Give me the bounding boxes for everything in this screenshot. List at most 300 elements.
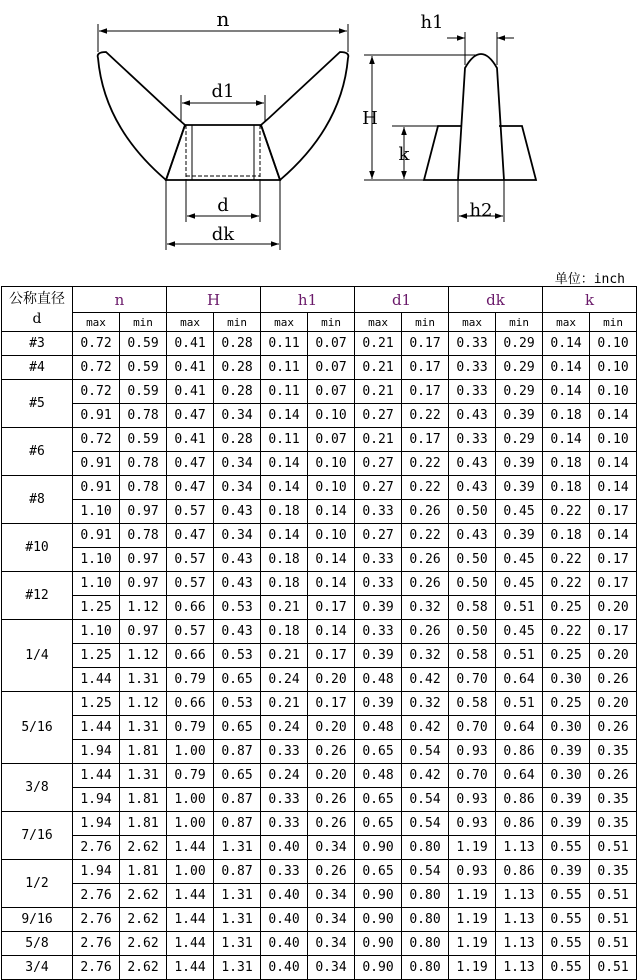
value-cell: 0.20 xyxy=(308,764,355,788)
value-cell: 0.93 xyxy=(449,788,496,812)
max-header: max xyxy=(543,313,590,332)
min-header: min xyxy=(402,313,449,332)
table-row xyxy=(2,476,637,500)
value-cell: 1.31 xyxy=(214,836,261,860)
value-cell: 0.50 xyxy=(449,500,496,524)
value-cell: 0.34 xyxy=(214,476,261,500)
value-cell: 0.41 xyxy=(167,380,214,404)
value-cell: 0.25 xyxy=(543,644,590,668)
value-cell: 0.10 xyxy=(308,452,355,476)
value-cell: 0.18 xyxy=(261,620,308,644)
value-cell: 1.00 xyxy=(167,860,214,884)
value-cell: 0.70 xyxy=(449,764,496,788)
value-cell: 0.33 xyxy=(261,740,308,764)
table-row xyxy=(2,956,637,980)
value-cell: 1.10 xyxy=(73,572,120,596)
value-cell: 0.26 xyxy=(590,764,637,788)
value-cell: 0.59 xyxy=(120,428,167,452)
value-cell: 0.28 xyxy=(214,428,261,452)
value-cell: 0.24 xyxy=(261,716,308,740)
value-cell: 0.42 xyxy=(402,764,449,788)
value-cell: 0.97 xyxy=(120,572,167,596)
value-cell: 0.90 xyxy=(355,956,402,980)
value-cell: 0.55 xyxy=(543,908,590,932)
value-cell: 0.90 xyxy=(355,836,402,860)
value-cell: 0.39 xyxy=(496,404,543,428)
value-cell: 1.81 xyxy=(120,860,167,884)
value-cell: 0.51 xyxy=(590,932,637,956)
value-cell: 0.51 xyxy=(496,644,543,668)
value-cell: 1.25 xyxy=(73,644,120,668)
value-cell: 0.10 xyxy=(590,356,637,380)
value-cell: 0.80 xyxy=(402,932,449,956)
value-cell: 0.20 xyxy=(590,692,637,716)
nominal-diameter-header xyxy=(2,287,73,332)
value-cell: 0.51 xyxy=(590,884,637,908)
table-row xyxy=(2,428,637,452)
value-cell: 1.00 xyxy=(167,740,214,764)
value-cell: 0.78 xyxy=(120,524,167,548)
value-cell: 0.90 xyxy=(355,932,402,956)
value-cell: 0.34 xyxy=(308,884,355,908)
value-cell: 0.26 xyxy=(590,668,637,692)
value-cell: 0.93 xyxy=(449,860,496,884)
value-cell: 0.39 xyxy=(355,644,402,668)
value-cell: 1.25 xyxy=(73,692,120,716)
value-cell: 0.33 xyxy=(261,788,308,812)
value-cell: 0.17 xyxy=(590,500,637,524)
value-cell: 0.39 xyxy=(355,596,402,620)
value-cell: 2.76 xyxy=(73,956,120,980)
value-cell: 0.40 xyxy=(261,932,308,956)
value-cell: 1.44 xyxy=(167,908,214,932)
corner-bottom-label: d xyxy=(32,311,42,327)
value-cell: 0.33 xyxy=(449,380,496,404)
value-cell: 0.14 xyxy=(308,548,355,572)
table-row xyxy=(2,404,637,428)
value-cell: 1.31 xyxy=(214,908,261,932)
value-cell: 1.44 xyxy=(167,956,214,980)
value-cell: 0.90 xyxy=(355,908,402,932)
value-cell: 0.70 xyxy=(449,668,496,692)
value-cell: 0.27 xyxy=(355,524,402,548)
value-cell: 0.22 xyxy=(543,548,590,572)
value-cell: 1.31 xyxy=(120,716,167,740)
value-cell: 0.55 xyxy=(543,836,590,860)
label-n: n xyxy=(216,7,230,31)
value-cell: 1.81 xyxy=(120,788,167,812)
value-cell: 1.19 xyxy=(449,956,496,980)
value-cell: 1.94 xyxy=(73,788,120,812)
value-cell: 0.86 xyxy=(496,812,543,836)
wing-nut-drawing xyxy=(0,0,637,268)
value-cell: 1.13 xyxy=(496,956,543,980)
nominal-size-cell: 7/16 xyxy=(2,812,73,860)
value-cell: 0.43 xyxy=(214,572,261,596)
value-cell: 0.17 xyxy=(308,692,355,716)
value-cell: 1.12 xyxy=(120,692,167,716)
value-cell: 0.50 xyxy=(449,572,496,596)
value-cell: 0.40 xyxy=(261,908,308,932)
value-cell: 0.22 xyxy=(402,452,449,476)
value-cell: 0.78 xyxy=(120,476,167,500)
value-cell: 1.31 xyxy=(120,764,167,788)
value-cell: 0.51 xyxy=(590,836,637,860)
value-cell: 0.35 xyxy=(590,860,637,884)
value-cell: 0.58 xyxy=(449,644,496,668)
value-cell: 0.26 xyxy=(308,812,355,836)
value-cell: 0.34 xyxy=(214,524,261,548)
value-cell: 0.35 xyxy=(590,740,637,764)
nominal-size-cell: #6 xyxy=(2,428,73,476)
value-cell: 1.31 xyxy=(214,932,261,956)
label-H: H xyxy=(362,108,378,129)
value-cell: 1.44 xyxy=(73,716,120,740)
value-cell: 0.26 xyxy=(308,740,355,764)
value-cell: 0.45 xyxy=(496,500,543,524)
value-cell: 0.72 xyxy=(73,332,120,356)
value-cell: 0.79 xyxy=(167,668,214,692)
value-cell: 1.19 xyxy=(449,884,496,908)
table-row xyxy=(2,812,637,836)
value-cell: 0.14 xyxy=(590,476,637,500)
value-cell: 0.11 xyxy=(261,380,308,404)
value-cell: 0.43 xyxy=(214,548,261,572)
value-cell: 0.34 xyxy=(308,908,355,932)
table-row xyxy=(2,668,637,692)
value-cell: 0.29 xyxy=(496,380,543,404)
nominal-size-cell: #4 xyxy=(2,356,73,380)
value-cell: 0.33 xyxy=(355,572,402,596)
value-cell: 0.26 xyxy=(590,716,637,740)
value-cell: 0.07 xyxy=(308,380,355,404)
value-cell: 0.66 xyxy=(167,692,214,716)
value-cell: 0.65 xyxy=(355,860,402,884)
value-cell: 0.72 xyxy=(73,428,120,452)
value-cell: 0.72 xyxy=(73,356,120,380)
value-cell: 0.59 xyxy=(120,380,167,404)
label-d1: d1 xyxy=(211,81,235,102)
value-cell: 0.80 xyxy=(402,908,449,932)
value-cell: 0.53 xyxy=(214,692,261,716)
value-cell: 0.10 xyxy=(590,380,637,404)
max-header: max xyxy=(449,313,496,332)
value-cell: 0.54 xyxy=(402,812,449,836)
min-header: min xyxy=(120,313,167,332)
value-cell: 1.31 xyxy=(214,884,261,908)
table-row xyxy=(2,716,637,740)
value-cell: 0.21 xyxy=(355,332,402,356)
value-cell: 1.13 xyxy=(496,884,543,908)
value-cell: 0.40 xyxy=(261,884,308,908)
value-cell: 0.22 xyxy=(402,524,449,548)
value-cell: 0.65 xyxy=(214,668,261,692)
table-row xyxy=(2,884,637,908)
sub-header-row xyxy=(2,313,637,332)
value-cell: 2.62 xyxy=(120,932,167,956)
nominal-size-cell: #12 xyxy=(2,572,73,620)
table-row xyxy=(2,860,637,884)
value-cell: 2.62 xyxy=(120,836,167,860)
value-cell: 0.50 xyxy=(449,620,496,644)
value-cell: 0.79 xyxy=(167,764,214,788)
value-cell: 0.27 xyxy=(355,452,402,476)
value-cell: 0.17 xyxy=(308,596,355,620)
table-row xyxy=(2,572,637,596)
value-cell: 0.14 xyxy=(543,356,590,380)
label-k: k xyxy=(398,144,410,165)
min-header: min xyxy=(214,313,261,332)
value-cell: 0.64 xyxy=(496,668,543,692)
value-cell: 0.65 xyxy=(355,788,402,812)
value-cell: 0.14 xyxy=(590,452,637,476)
table-row xyxy=(2,596,637,620)
value-cell: 0.51 xyxy=(496,692,543,716)
value-cell: 0.47 xyxy=(167,404,214,428)
value-cell: 0.33 xyxy=(355,500,402,524)
nominal-size-cell: #3 xyxy=(2,332,73,356)
value-cell: 0.32 xyxy=(402,692,449,716)
value-cell: 0.57 xyxy=(167,548,214,572)
value-cell: 0.34 xyxy=(308,932,355,956)
value-cell: 0.17 xyxy=(590,572,637,596)
value-cell: 0.10 xyxy=(308,524,355,548)
value-cell: 0.70 xyxy=(449,716,496,740)
value-cell: 0.55 xyxy=(543,932,590,956)
table-row xyxy=(2,692,637,716)
nominal-size-cell: 1/4 xyxy=(2,620,73,692)
value-cell: 0.53 xyxy=(214,644,261,668)
value-cell: 0.43 xyxy=(449,404,496,428)
value-cell: 0.53 xyxy=(214,596,261,620)
value-cell: 1.19 xyxy=(449,908,496,932)
value-cell: 0.43 xyxy=(449,452,496,476)
value-cell: 0.21 xyxy=(261,692,308,716)
value-cell: 0.18 xyxy=(261,572,308,596)
header-n: n xyxy=(73,287,167,313)
value-cell: 0.26 xyxy=(308,860,355,884)
value-cell: 1.44 xyxy=(167,884,214,908)
value-cell: 0.91 xyxy=(73,524,120,548)
value-cell: 0.58 xyxy=(449,692,496,716)
value-cell: 2.76 xyxy=(73,908,120,932)
value-cell: 0.28 xyxy=(214,380,261,404)
value-cell: 0.34 xyxy=(214,452,261,476)
value-cell: 0.93 xyxy=(449,740,496,764)
value-cell: 0.59 xyxy=(120,332,167,356)
table-row xyxy=(2,908,637,932)
value-cell: 0.14 xyxy=(543,428,590,452)
table-row xyxy=(2,356,637,380)
value-cell: 0.25 xyxy=(543,596,590,620)
value-cell: 0.14 xyxy=(308,500,355,524)
value-cell: 0.24 xyxy=(261,668,308,692)
value-cell: 0.39 xyxy=(355,692,402,716)
value-cell: 0.29 xyxy=(496,356,543,380)
table-row xyxy=(2,332,637,356)
table-row xyxy=(2,788,637,812)
value-cell: 0.20 xyxy=(308,716,355,740)
value-cell: 0.28 xyxy=(214,356,261,380)
value-cell: 0.18 xyxy=(543,476,590,500)
table-row xyxy=(2,500,637,524)
value-cell: 0.21 xyxy=(261,596,308,620)
value-cell: 0.17 xyxy=(402,428,449,452)
value-cell: 0.17 xyxy=(590,620,637,644)
value-cell: 0.57 xyxy=(167,572,214,596)
value-cell: 0.30 xyxy=(543,716,590,740)
value-cell: 0.45 xyxy=(496,620,543,644)
value-cell: 1.31 xyxy=(120,668,167,692)
nominal-size-cell: 3/4 xyxy=(2,956,73,980)
value-cell: 0.58 xyxy=(449,596,496,620)
value-cell: 0.41 xyxy=(167,428,214,452)
value-cell: 0.87 xyxy=(214,812,261,836)
value-cell: 1.13 xyxy=(496,836,543,860)
nominal-size-cell: #8 xyxy=(2,476,73,524)
value-cell: 0.14 xyxy=(590,404,637,428)
front-view xyxy=(98,52,349,180)
value-cell: 0.21 xyxy=(355,428,402,452)
value-cell: 0.51 xyxy=(590,908,637,932)
value-cell: 0.72 xyxy=(73,380,120,404)
value-cell: 0.39 xyxy=(496,452,543,476)
value-cell: 0.34 xyxy=(308,956,355,980)
max-header: max xyxy=(355,313,402,332)
value-cell: 0.66 xyxy=(167,644,214,668)
value-cell: 0.33 xyxy=(449,332,496,356)
value-cell: 0.48 xyxy=(355,716,402,740)
value-cell: 1.00 xyxy=(167,788,214,812)
value-cell: 0.90 xyxy=(355,884,402,908)
value-cell: 0.45 xyxy=(496,548,543,572)
value-cell: 1.10 xyxy=(73,548,120,572)
min-header: min xyxy=(308,313,355,332)
value-cell: 2.76 xyxy=(73,884,120,908)
value-cell: 0.18 xyxy=(543,404,590,428)
value-cell: 0.29 xyxy=(496,332,543,356)
value-cell: 1.94 xyxy=(73,860,120,884)
label-h1: h1 xyxy=(420,12,444,33)
value-cell: 0.48 xyxy=(355,668,402,692)
value-cell: 0.43 xyxy=(449,524,496,548)
value-cell: 0.17 xyxy=(402,332,449,356)
value-cell: 0.40 xyxy=(261,956,308,980)
value-cell: 0.86 xyxy=(496,860,543,884)
value-cell: 0.17 xyxy=(590,548,637,572)
value-cell: 2.62 xyxy=(120,908,167,932)
value-cell: 0.34 xyxy=(308,836,355,860)
value-cell: 0.33 xyxy=(355,620,402,644)
value-cell: 0.27 xyxy=(355,476,402,500)
label-h2: h2 xyxy=(469,200,493,221)
value-cell: 0.43 xyxy=(214,500,261,524)
value-cell: 2.76 xyxy=(73,932,120,956)
value-cell: 0.25 xyxy=(543,692,590,716)
value-cell: 0.45 xyxy=(496,572,543,596)
value-cell: 1.44 xyxy=(167,836,214,860)
value-cell: 0.14 xyxy=(308,620,355,644)
value-cell: 0.20 xyxy=(308,668,355,692)
value-cell: 0.47 xyxy=(167,524,214,548)
value-cell: 0.80 xyxy=(402,884,449,908)
header-h1: h1 xyxy=(261,287,355,313)
value-cell: 1.13 xyxy=(496,908,543,932)
value-cell: 0.54 xyxy=(402,860,449,884)
value-cell: 0.41 xyxy=(167,332,214,356)
value-cell: 0.21 xyxy=(355,380,402,404)
value-cell: 0.11 xyxy=(261,332,308,356)
value-cell: 0.39 xyxy=(543,740,590,764)
value-cell: 2.62 xyxy=(120,956,167,980)
label-d: d xyxy=(217,195,229,216)
value-cell: 0.24 xyxy=(261,764,308,788)
value-cell: 0.51 xyxy=(496,596,543,620)
value-cell: 0.65 xyxy=(214,764,261,788)
value-cell: 0.86 xyxy=(496,788,543,812)
value-cell: 0.14 xyxy=(261,404,308,428)
value-cell: 0.10 xyxy=(308,404,355,428)
value-cell: 0.50 xyxy=(449,548,496,572)
value-cell: 0.39 xyxy=(543,788,590,812)
table-row xyxy=(2,548,637,572)
max-header: max xyxy=(167,313,214,332)
value-cell: 0.35 xyxy=(590,788,637,812)
value-cell: 0.17 xyxy=(402,356,449,380)
value-cell: 0.57 xyxy=(167,500,214,524)
table-row xyxy=(2,740,637,764)
corner-top-label: 公称直径 xyxy=(9,291,65,307)
value-cell: 0.07 xyxy=(308,356,355,380)
value-cell: 0.34 xyxy=(214,404,261,428)
unit-label: 单位：inch xyxy=(554,272,625,287)
value-cell: 0.20 xyxy=(590,596,637,620)
value-cell: 0.18 xyxy=(543,452,590,476)
value-cell: 1.10 xyxy=(73,620,120,644)
value-cell: 0.33 xyxy=(261,860,308,884)
value-cell: 0.78 xyxy=(120,452,167,476)
value-cell: 0.18 xyxy=(261,500,308,524)
value-cell: 0.22 xyxy=(402,476,449,500)
table-row xyxy=(2,932,637,956)
table-row xyxy=(2,764,637,788)
value-cell: 0.39 xyxy=(543,860,590,884)
value-cell: 0.93 xyxy=(449,812,496,836)
value-cell: 0.65 xyxy=(355,812,402,836)
nominal-size-cell: 5/8 xyxy=(2,932,73,956)
value-cell: 0.80 xyxy=(402,836,449,860)
value-cell: 0.87 xyxy=(214,740,261,764)
value-cell: 0.87 xyxy=(214,860,261,884)
value-cell: 0.97 xyxy=(120,500,167,524)
value-cell: 0.14 xyxy=(308,572,355,596)
value-cell: 0.26 xyxy=(402,548,449,572)
value-cell: 0.78 xyxy=(120,404,167,428)
value-cell: 1.00 xyxy=(167,812,214,836)
value-cell: 0.66 xyxy=(167,596,214,620)
value-cell: 1.19 xyxy=(449,836,496,860)
dimension-table xyxy=(1,286,637,980)
nominal-size-cell: 1/2 xyxy=(2,860,73,908)
header-dk: dk xyxy=(449,287,543,313)
value-cell: 0.41 xyxy=(167,356,214,380)
value-cell: 0.11 xyxy=(261,356,308,380)
value-cell: 1.44 xyxy=(73,668,120,692)
value-cell: 0.17 xyxy=(308,644,355,668)
value-cell: 0.10 xyxy=(590,428,637,452)
value-cell: 0.65 xyxy=(355,740,402,764)
value-cell: 0.14 xyxy=(543,380,590,404)
